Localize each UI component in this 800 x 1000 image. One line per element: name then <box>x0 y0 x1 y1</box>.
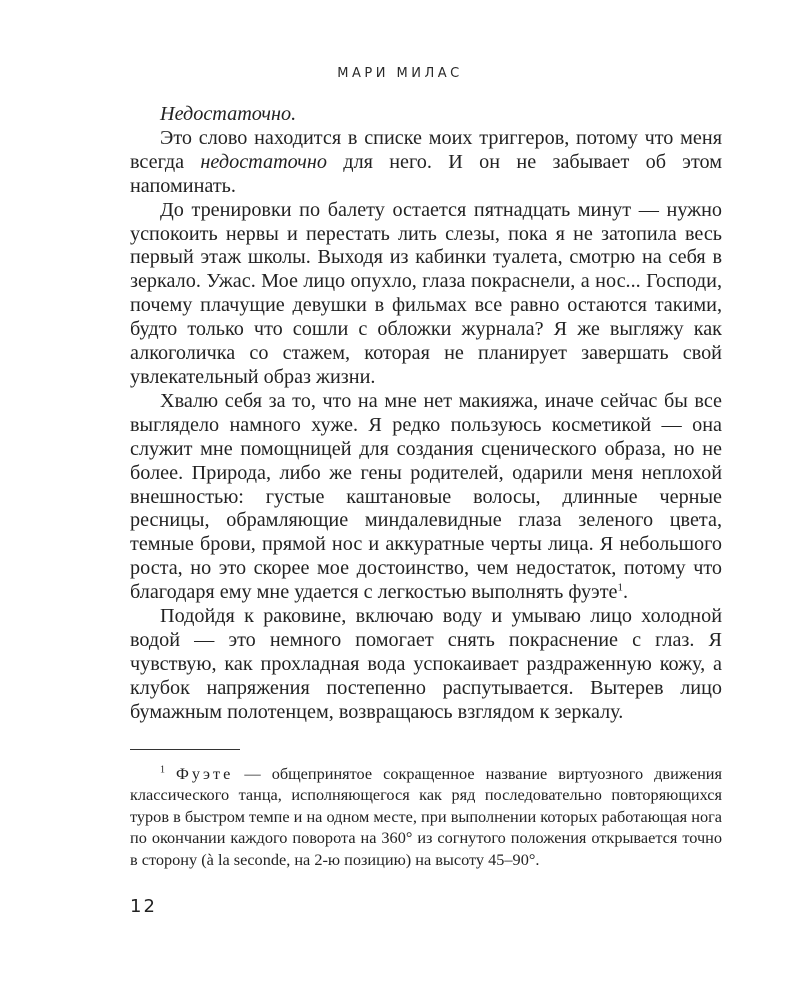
footnote <box>130 763 722 870</box>
page-number: 12 <box>130 896 157 917</box>
paragraph <box>130 127 722 199</box>
paragraph-text: Это слово находится в списке моих триггеров, потому что меня всегда <box>130 126 722 173</box>
footnote-reference[interactable]: 1 <box>617 581 623 594</box>
paragraph: До тренировки по балету остается пятнадцать минут — нужно успокоить нервы и перестать лить слезы, пока я не затопила весь первый этаж школы. Выходя из кабинки туалета, смотрю на себя в зеркало. Ужас. Мое лицо опухло, глаза покраснели, а нос... Господи, почему плачущие девушки в фильмах все равно остаются такими, будто только что сошли с обложки журнала? Я же выгляжу как алкоголичка со стажем, которая не планирует завершать свой увлекательный образ жизни. <box>130 198 722 388</box>
paragraph <box>130 390 722 605</box>
body-text <box>130 103 722 725</box>
emphasis-text: недостаточно <box>200 150 327 173</box>
footnote-divider <box>130 749 240 750</box>
paragraph-text: Хвалю себя за то, что на мне нет макияжа, иначе сейчас бы все выглядело намного хуже. Я редко пользуюсь косметикой — она служит мне помощницей для создания сценического образа, но не более. Природа, либо же гены родителей, одарили меня неплохой внешностью: густые каштановые волосы, длинные черные ресницы, обрамляющие миндалевидные глаза зеленого цвета, темные брови, прямой нос и аккуратные черты лица. Я небольшого роста, но это скорее мое достоинство, чем недостаток, потому что благодаря ему мне удается с легкостью выполнять фуэте <box>130 389 722 604</box>
footnote-text: — общепринятое сокращенное название виртуозного движения классического танца, исполняющегося как ряд последовательно повторяющихся туров в быстром темпе и на одном месте, при выполнении которых работающая нога по окончании каждого поворота на 360° из согнутого положения открывается точно в сторону (à la seconde, на 2-ю позицию) на высоту 45–90°. <box>130 764 722 869</box>
running-head: МАРИ МИЛАС <box>337 66 463 81</box>
paragraph-text: для него. И он не забывает об этом напоминать. <box>130 150 722 197</box>
footnote-number: 1 <box>160 764 165 776</box>
paragraph: Подойдя к раковине, включаю воду и умываю лицо холодной водой — это немного помогает снять покраснение с глаз. Я чувствую, как прохладная вода успокаивает раздраженную кожу, а клубок напряжения постепенно распутывается. Вытерев лицо бумажным полотенцем, возвращаюсь взглядом к зеркалу. <box>130 605 722 723</box>
paragraph-text: . <box>622 581 629 604</box>
footnote-term: Фуэте <box>176 764 234 783</box>
paragraph: Недостаточно. <box>160 103 297 125</box>
